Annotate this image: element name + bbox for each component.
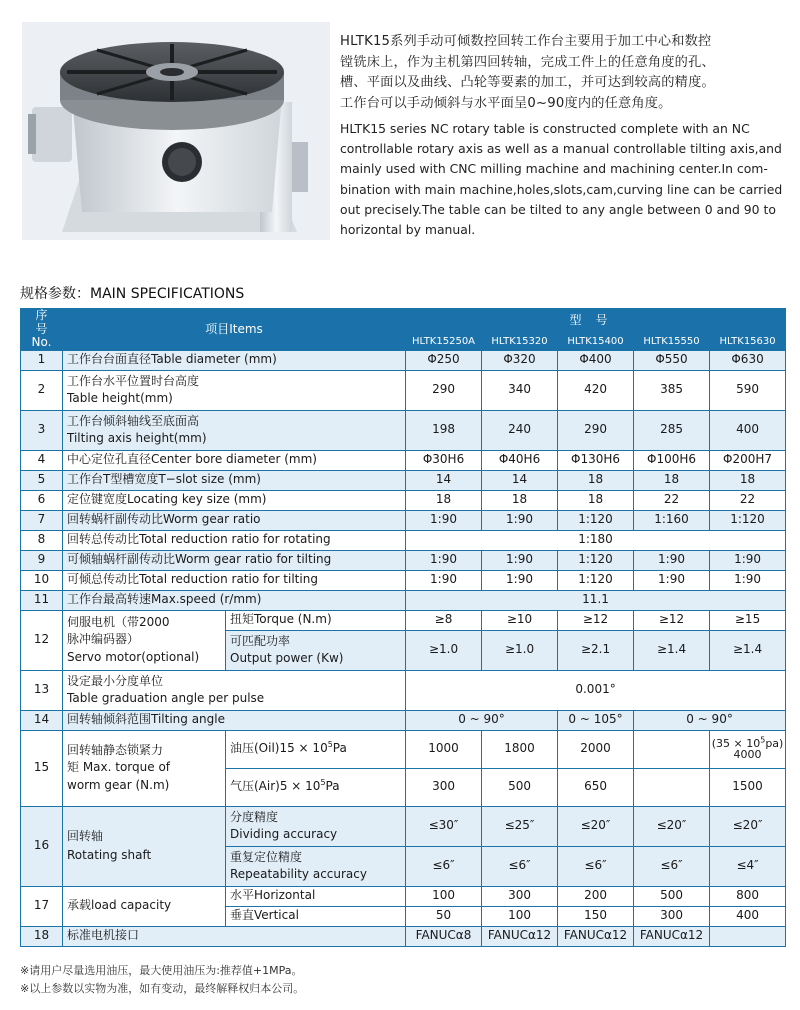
cell: 1:90 (406, 510, 482, 530)
sub-item-dividing (226, 806, 406, 846)
cell: ≤6″ (482, 846, 558, 886)
row-no: 6 (21, 490, 63, 510)
cell: 285 (634, 410, 710, 450)
cell: 340 (482, 370, 558, 410)
row-item-cn: 工作台倾斜轴线至底面高 (67, 413, 200, 428)
cell: Φ100H6 (634, 450, 710, 470)
cell: ≤30″ (406, 806, 482, 846)
cell: 400 (710, 410, 786, 450)
table-row (21, 410, 786, 450)
cell: Φ320 (482, 350, 558, 370)
oil-v5-value: 4000 (733, 748, 762, 761)
table-row (21, 570, 786, 590)
intro-cn-line: 工作台可以手动倾斜与水平面呈0~90度内的任意角度。 (340, 95, 672, 111)
cell: 420 (558, 370, 634, 410)
row-no: 15 (21, 730, 63, 806)
table-row (21, 590, 786, 610)
cell: FANUCα12 (558, 926, 634, 946)
no-header-line: 序 (35, 308, 48, 322)
cell (634, 768, 710, 806)
model-column: HLTK15320 (482, 333, 558, 350)
cell: 400 (710, 906, 786, 926)
table-row (21, 450, 786, 470)
no-header-line: 号 (35, 321, 48, 336)
table-row (21, 350, 786, 370)
cell (710, 730, 786, 768)
cell: 1:90 (710, 550, 786, 570)
cell: ≤6″ (406, 846, 482, 886)
model-header: 型号 (406, 309, 786, 333)
table-row (21, 610, 786, 630)
sub-item-en: Dividing accuracy (230, 827, 338, 841)
table-row (21, 470, 786, 490)
cell: 18 (482, 490, 558, 510)
row-item-en: Rotating shaft (67, 848, 152, 862)
cell: ≥1.4 (710, 630, 786, 670)
intro-en-line: bination with main machine,holes,slots,cam,curving line can be carried (340, 181, 783, 197)
intro-cn-line: HLTK15系列手动可倾数控回转工作台主要用于加工中心和数控 (340, 34, 712, 49)
cell: ≥12 (634, 610, 710, 630)
cell: 200 (558, 886, 634, 906)
row-no: 12 (21, 610, 63, 670)
cell: 1:90 (482, 570, 558, 590)
model-column: HLTK15250A (406, 333, 482, 350)
sub-item-en: Repeatability accuracy (230, 867, 367, 881)
cell: ≥2.1 (558, 630, 634, 670)
row-item-line: 回转轴静态锁紧力 (67, 742, 164, 757)
footnotes (20, 962, 304, 998)
table-row (21, 550, 786, 570)
table-row (21, 710, 786, 730)
intro-text (340, 32, 785, 240)
product-photo (22, 22, 330, 240)
cell: 1:120 (558, 570, 634, 590)
row-item (63, 610, 226, 670)
cell: 1:90 (482, 510, 558, 530)
cell: 18 (558, 470, 634, 490)
oil-v5-part: (35 × 10 (711, 737, 761, 750)
footnote: ※以上参数以实物为准，如有变动，最终解释权归本公司。 (20, 982, 305, 995)
row-no: 13 (21, 670, 63, 710)
cell: Φ250 (406, 350, 482, 370)
cell: 11.1 (406, 590, 786, 610)
table-row (21, 806, 786, 846)
footnote: ※请用户尽量选用油压，最大使用油压为:推荐值+1MPa。 (20, 964, 303, 977)
cell: 198 (406, 410, 482, 450)
row-item: 回转蜗杆副传动比Worm gear ratio (63, 510, 406, 530)
row-item: 承载load capacity (63, 886, 226, 926)
intro-en-line: mainly used with CNC milling machine and machining center.In com- (340, 161, 768, 177)
row-no: 18 (21, 926, 63, 946)
cell: 1:90 (634, 550, 710, 570)
row-no: 11 (21, 590, 63, 610)
cell: 150 (558, 906, 634, 926)
cell: ≤6″ (634, 846, 710, 886)
row-item-en: Table height(mm) (67, 391, 173, 405)
row-no: 2 (21, 370, 63, 410)
row-no: 4 (21, 450, 63, 470)
cell: 14 (406, 470, 482, 490)
sub-item-torque: 扭矩Torque (N.m) (226, 610, 406, 630)
sub-item-cn: 分度精度 (230, 809, 279, 824)
cell: Φ400 (558, 350, 634, 370)
row-item-cn: 设定最小分度单位 (67, 673, 164, 688)
sub-item-cn: 可匹配功率 (230, 633, 291, 648)
row-item-cn: 工作台水平位置时台高度 (67, 373, 200, 388)
sub-item-repeatability (226, 846, 406, 886)
oil-unit: Pa (332, 741, 347, 756)
oil-label: 油压(Oil)15 × 10 (230, 741, 328, 756)
cell: 1:90 (406, 550, 482, 570)
cell: Φ550 (634, 350, 710, 370)
row-no: 17 (21, 886, 63, 926)
cell: 290 (406, 370, 482, 410)
cell: 0 ~ 90° (634, 710, 786, 730)
row-item (63, 730, 226, 806)
row-no: 7 (21, 510, 63, 530)
row-item-line: 脉冲编码器） (67, 632, 140, 647)
row-item: 可倾总传动比Total reduction ratio for tilting (63, 570, 406, 590)
row-item-line: 伺服电机（带2000 (67, 614, 170, 629)
row-no: 10 (21, 570, 63, 590)
cell: 290 (558, 410, 634, 450)
cell: 800 (710, 886, 786, 906)
rotary-table-illustration (22, 22, 330, 240)
cell: 100 (482, 906, 558, 926)
row-item: 回转轴倾斜范围Tilting angle (63, 710, 406, 730)
table-row (21, 670, 786, 710)
cell: ≤20″ (634, 806, 710, 846)
cell: FANUCα12 (634, 926, 710, 946)
cell: 1:160 (634, 510, 710, 530)
sub-item-oil (226, 730, 406, 768)
row-item-line: worm gear (N.m) (67, 777, 170, 792)
model-column: HLTK15630 (710, 333, 786, 350)
cell: 385 (634, 370, 710, 410)
intro-cn-line: 镗铣床上，作为主机第四回转轴，完成工件上的任意角度的孔、 (340, 54, 715, 70)
cell: Φ130H6 (558, 450, 634, 470)
cell: 0.001° (406, 670, 786, 710)
cell: 100 (406, 886, 482, 906)
cell: FANUCα8 (406, 926, 482, 946)
intro-en-line: horizontal by manual. (340, 222, 476, 238)
air-label: 气压(Air)5 × 10 (230, 779, 321, 794)
cell: 1:90 (406, 570, 482, 590)
cell: 18 (710, 470, 786, 490)
cell: 650 (558, 768, 634, 806)
row-item (63, 410, 406, 450)
intro-en-line: controllable rotary axis as well as a manual controllable tilting axis,and (340, 141, 782, 157)
sub-item-power (226, 630, 406, 670)
row-no: 3 (21, 410, 63, 450)
cell: 22 (634, 490, 710, 510)
cell: 1:120 (710, 510, 786, 530)
row-item: 工作台台面直径Table diameter (mm) (63, 350, 406, 370)
cell: 1000 (406, 730, 482, 768)
cell: 18 (406, 490, 482, 510)
table-row (21, 530, 786, 550)
row-item: 回转总传动比Total reduction ratio for rotating (63, 530, 406, 550)
cell (634, 730, 710, 768)
no-header (21, 309, 63, 351)
cell: ≥12 (558, 610, 634, 630)
cell: 18 (634, 470, 710, 490)
cell: Φ30H6 (406, 450, 482, 470)
cell: 300 (406, 768, 482, 806)
cell: 1:90 (634, 570, 710, 590)
cell: ≥1.0 (406, 630, 482, 670)
cell: Φ40H6 (482, 450, 558, 470)
cell: 1800 (482, 730, 558, 768)
cell: 590 (710, 370, 786, 410)
cell: 14 (482, 470, 558, 490)
intro-en-line: HLTK15 series NC rotary table is constructed complete with an NC (340, 121, 750, 136)
air-unit: Pa (325, 779, 340, 794)
cell: 1:120 (558, 550, 634, 570)
cell: Φ630 (710, 350, 786, 370)
table-row (21, 926, 786, 946)
row-item (63, 670, 406, 710)
cell: 1500 (710, 768, 786, 806)
item-header: 项目Items (63, 309, 406, 351)
cell: ≥8 (406, 610, 482, 630)
cell: 0 ~ 90° (406, 710, 558, 730)
row-no: 9 (21, 550, 63, 570)
cell: ≥1.0 (482, 630, 558, 670)
table-row (21, 510, 786, 530)
row-item-en: Tilting axis height(mm) (67, 431, 207, 445)
cell: FANUCα12 (482, 926, 558, 946)
oil-v5-part: pa) (765, 737, 784, 750)
row-item (63, 806, 226, 886)
air-exponent: 5 (320, 778, 326, 788)
table-row (21, 370, 786, 410)
cell: 300 (634, 906, 710, 926)
cell: ≥10 (482, 610, 558, 630)
row-no: 16 (21, 806, 63, 886)
cell: 500 (634, 886, 710, 906)
cell: 18 (558, 490, 634, 510)
row-no: 8 (21, 530, 63, 550)
row-item-en: Table graduation angle per pulse (67, 691, 265, 705)
cell: 1:90 (710, 570, 786, 590)
cell: ≥1.4 (634, 630, 710, 670)
cell: ≤20″ (710, 806, 786, 846)
intro-cn-line: 槽、平面以及曲线、凸轮等要素的加工，并可达到较高的精度。 (340, 75, 715, 90)
row-item: 定位键宽度Locating key size (mm) (63, 490, 406, 510)
row-item: 可倾轴蜗杆副传动比Worm gear ratio for tilting (63, 550, 406, 570)
no-header-line: No. (31, 335, 52, 349)
row-no: 5 (21, 470, 63, 490)
cell: 1:180 (406, 530, 786, 550)
table-row (21, 886, 786, 906)
intro-en-line: out precisely.The table can be tilted to any angle between 0 and 90 to (340, 201, 776, 217)
spec-table (20, 308, 786, 947)
cell: ≤25″ (482, 806, 558, 846)
table-row (21, 730, 786, 768)
row-item: 标准电机接口 (63, 926, 406, 946)
cell: ≤20″ (558, 806, 634, 846)
cell: ≤4″ (710, 846, 786, 886)
cell: 1:120 (558, 510, 634, 530)
model-column: HLTK15550 (634, 333, 710, 350)
cell: ≥15 (710, 610, 786, 630)
cell: 240 (482, 410, 558, 450)
row-item: 中心定位孔直径Center bore diameter (mm) (63, 450, 406, 470)
cell: 50 (406, 906, 482, 926)
table-row (21, 490, 786, 510)
spec-heading: 规格参数：MAIN SPECIFICATIONS (20, 286, 245, 302)
row-item-line: 矩 Max. torque of (67, 760, 171, 775)
cell: 22 (710, 490, 786, 510)
row-item: 工作台最高转速Max.speed (r/mm) (63, 590, 406, 610)
sub-item-en: Output power (Kw) (230, 651, 344, 665)
cell: 300 (482, 886, 558, 906)
oil-v5-exponent: 5 (760, 735, 766, 745)
cell: 2000 (558, 730, 634, 768)
cell: Φ200H7 (710, 450, 786, 470)
cell: 500 (482, 768, 558, 806)
cell (710, 926, 786, 946)
model-column: HLTK15400 (558, 333, 634, 350)
row-no: 14 (21, 710, 63, 730)
sub-item-vertical: 垂直Vertical (226, 906, 406, 926)
cell: ≤6″ (558, 846, 634, 886)
row-item (63, 370, 406, 410)
row-item: 工作台T型槽宽度T−slot size (mm) (63, 470, 406, 490)
cell: 1:90 (482, 550, 558, 570)
row-item-cn: 回转轴 (67, 828, 104, 843)
oil-exponent: 5 (327, 740, 333, 750)
row-item-line: Servo motor(optional) (67, 649, 200, 664)
row-no: 1 (21, 350, 63, 370)
sub-item-horizontal: 水平Horizontal (226, 886, 406, 906)
sub-item-air (226, 768, 406, 806)
cell: 0 ~ 105° (558, 710, 634, 730)
sub-item-cn: 重复定位精度 (230, 849, 303, 864)
